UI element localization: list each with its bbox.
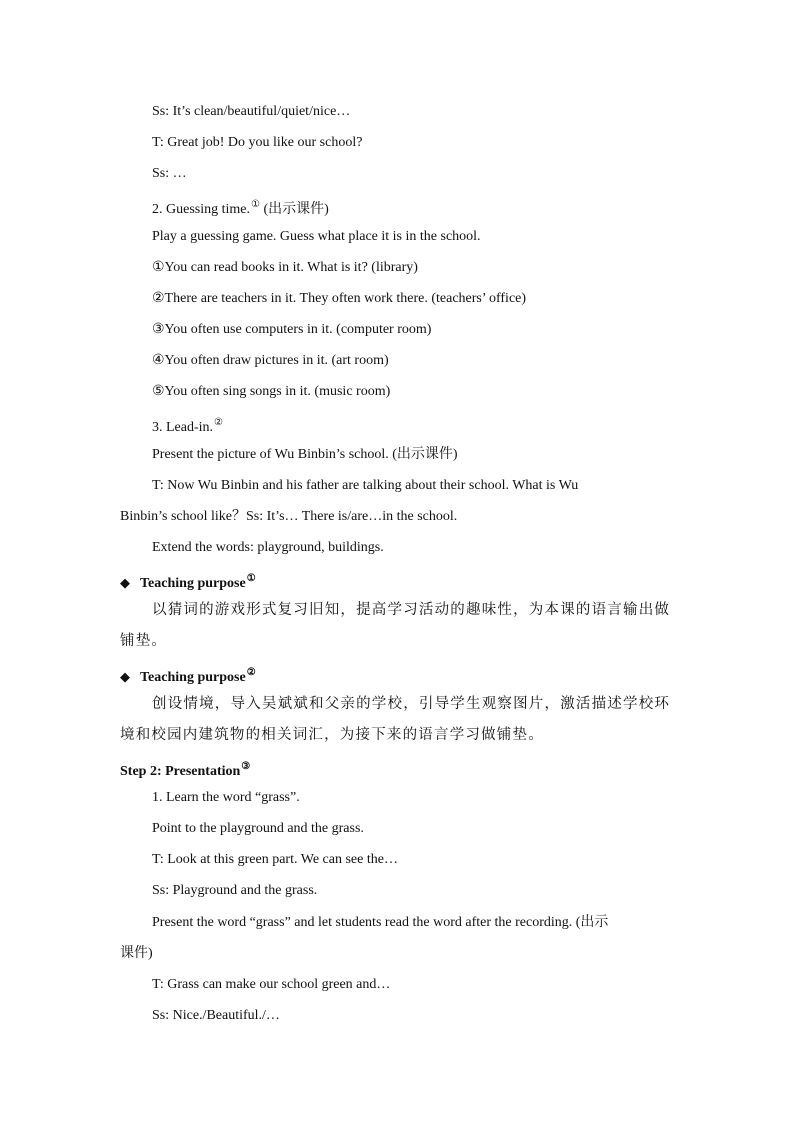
dialogue-line: Ss: … [152,166,187,181]
heading-text: Step 2: Presentation [120,764,241,779]
list-item: ④You often draw pictures in it. (art room) [152,353,389,368]
paragraph-line: Present the word “grass” and let students read the word after the recording. (出示 [152,915,609,930]
instruction-line: Play a guessing game. Guess what place it is in the school. [152,229,481,244]
instruction-line: Extend the words: playground, buildings. [152,540,384,555]
instruction-line: Point to the playground and the grass. [152,821,364,836]
diamond-bullet-icon: ◆ [120,669,130,684]
dialogue-line: Ss: Nice./Beautiful./… [152,1008,280,1023]
section-guessing-time [152,195,329,220]
teaching-purpose-heading [120,569,256,594]
footnote-mark: ① [251,199,260,210]
paragraph-line: 课件) [120,946,153,961]
list-item: ⑤You often sing songs in it. (music room) [152,384,391,399]
section-lead-in [152,413,223,438]
list-item: ②There are teachers in it. They often work there. (teachers’ office) [152,291,527,306]
instruction-line: 1. Learn the word “grass”. [152,790,300,805]
footnote-mark: ① [246,573,256,584]
dialogue-line: T: Look at this green part. We can see the… [152,852,398,867]
chinese-paragraph [120,689,678,751]
footnote-mark: ③ [241,761,251,772]
section-title: 3. Lead-in. [152,420,214,435]
paragraph [120,907,680,969]
paragraph-line: 铺垫。 [120,633,168,649]
paragraph-line: 创设情境，导入吴斌斌和父亲的学校，引导学生观察图片，激活描述学校环 [152,696,671,712]
paragraph-line: 以猜词的游戏形式复习旧知，提高学习活动的趣味性，为本课的语言输出做 [152,602,671,618]
dialogue-line: Ss: It’s clean/beautiful/quiet/nice… [152,104,351,119]
footnote-mark: ② [246,667,256,678]
dialogue-line: T: Grass can make our school green and… [152,977,391,992]
step-heading [120,757,250,782]
teaching-purpose-heading [120,663,256,688]
instruction-line: Present the picture of Wu Binbin’s school. (出示课件) [152,447,458,462]
paragraph [120,470,680,532]
dialogue-line: T: Great job! Do you like our school? [152,135,363,150]
paragraph-line: T: Now Wu Binbin and his father are talking about their school. What is Wu [152,478,579,493]
footnote-mark: ② [214,417,223,428]
paragraph-line: 境和校园内建筑物的相关词汇，为接下来的语言学习做铺垫。 [120,727,544,743]
paragraph-line: Binbin’s school like？Ss: It’s… There is/are…in the school. [120,509,458,524]
section-title: 2. Guessing time. [152,202,250,217]
diamond-bullet-icon: ◆ [120,575,130,590]
heading-text: Teaching purpose [140,670,246,685]
list-item: ①You can read books in it. What is it? (library) [152,260,418,275]
heading-text: Teaching purpose [140,576,246,591]
dialogue-line: Ss: Playground and the grass. [152,883,318,898]
list-item: ③You often use computers in it. (computer room) [152,322,432,337]
section-note: (出示课件) [259,202,329,217]
chinese-paragraph [120,595,678,657]
